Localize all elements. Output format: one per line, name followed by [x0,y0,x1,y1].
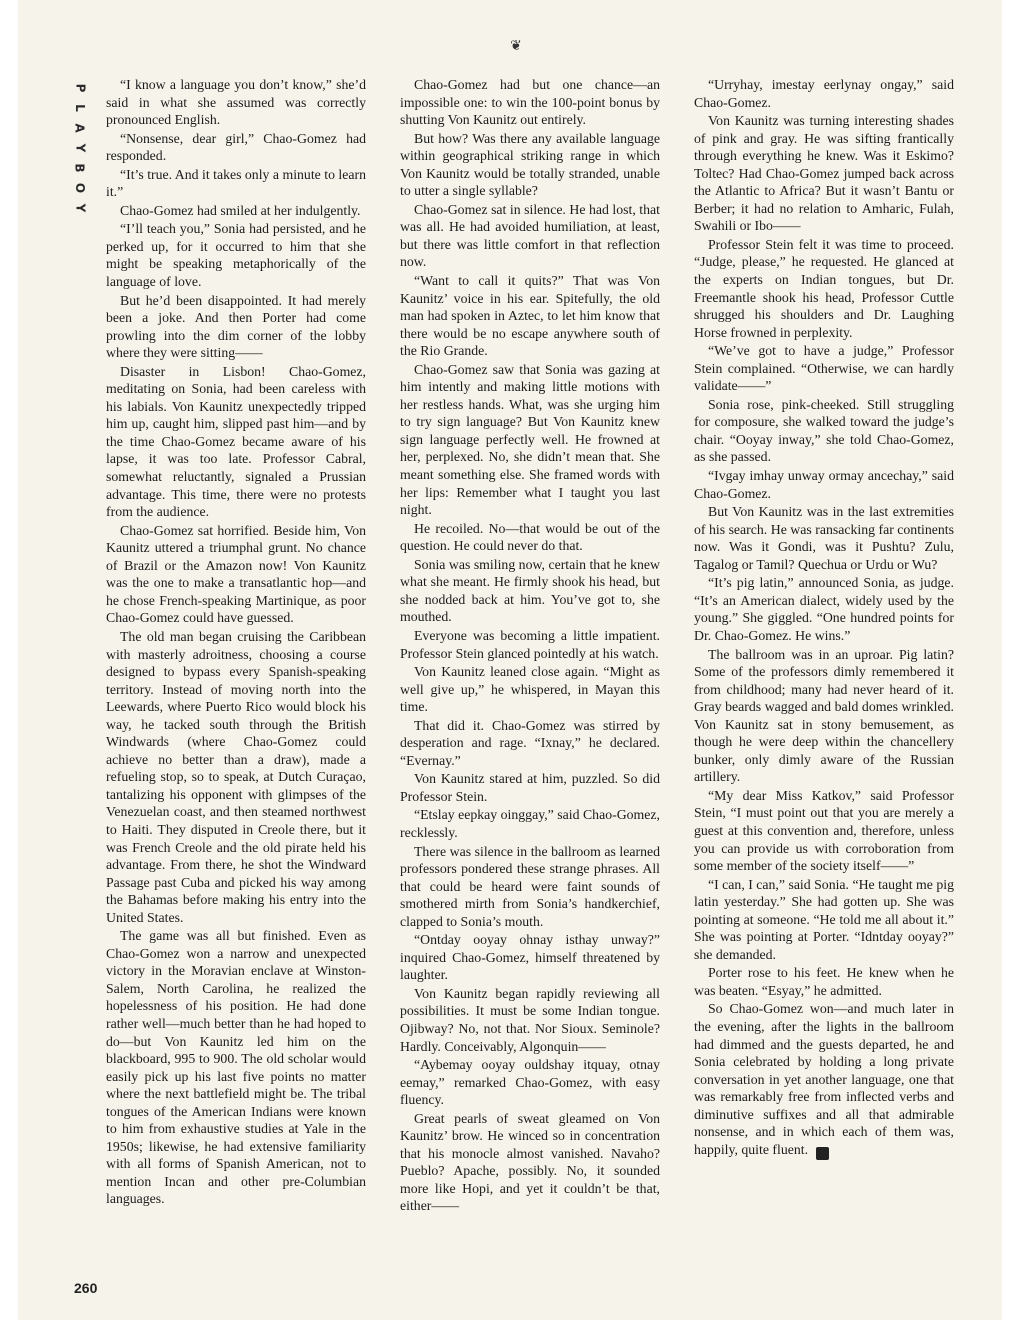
paragraph: Great pearls of sweat gleamed on Von Kaunitz’ brow. He winced so in concentration that his monocle almost vanished. Navaho? Pueblo? Apache, possibly. No, it sounded more like Hopi, and yet it couldn’t be that, either—— [400,1110,660,1214]
paragraph: That did it. Chao-Gomez was stirred by desperation and rage. “Ixnay,” he declared. “Evernay.” [400,717,660,768]
paragraph: “Ontday ooyay ohnay isthay unway?” inquired Chao-Gomez, himself threatened by laughter. [400,932,660,983]
paragraph: Chao-Gomez sat in silence. He had lost, that was all. He had avoided humiliation, at least, but there was little comfort in that reflection now. [400,201,660,270]
paragraph: “My dear Miss Katkov,” said Professor Stein, “I must point out that you are merely a guest at this convention and, therefore, unless you can provide us with corroboration from some member of the society itself——” [694,787,954,874]
paragraph: Von Kaunitz was turning interesting shades of pink and gray. He was sifting frantically through everything he knew. Was it Eskimo? Toltec? Had Chao-Gomez jumped back across the Atlantic to Africa? But it wasn’t Bantu or Berber; it had no relation to Amharic, Fulah, Swahili or Ibo—— [694,113,954,234]
paragraph: “Nonsense, dear girl,” Chao-Gomez had responded. [106,130,366,164]
paragraph: Von Kaunitz leaned close again. “Might as well give up,” he whispered, in Mayan this time. [400,664,660,715]
paragraph: Disaster in Lisbon! Chao-Gomez, meditating on Sonia, had been careless with his labials. Von Kaunitz unexpectedly tripped him up, caught him, slipped past him—and by the time Chao-Gomez became aware of his lapse, it was too late. Professor Cabral, somewhat reluctantly, signaled a Prussian advantage. This time, there were no protests from the audience. [106,363,366,520]
title-letter: O [72,182,87,194]
paragraph: There was silence in the ballroom as learned professors pondered these strange phrases. All that could be heard were faint sounds of smothered mirth from Sonia’s handkerchief, clapped to Sonia’s mouth. [400,843,660,929]
paragraph: Porter rose to his feet. He knew when he was beaten. “Esyay,” he admitted. [694,965,954,998]
title-letter: Y [72,203,87,213]
paragraph: “It’s pig latin,” announced Sonia, as judge. “It’s an American dialect, widely used by the young.” She giggled. “One hundred points for Dr. Chao-Gomez. He wins.” [694,575,954,643]
paragraph: “I can, I can,” said Sonia. “He taught me pig latin yesterday.” She had gotten up. She was pointing at someone. “He told me all about it.” She was pointing at Porter. “Idntday ooyay?” she demanded. [694,876,954,962]
text-column-3 [694,76,954,1161]
paragraph: “I’ll teach you,” Sonia had persisted, and he perked up, for it occurred to him that she might be speaking metaphorically of the language of love. [106,221,366,290]
paragraph: Von Kaunitz began rapidly reviewing all possibilities. It must be some Indian tongue. Ojibway? No, not that. Nor Sioux. Seminole? Hardly. Conceivably, Algonquin—— [400,985,660,1054]
magazine-page [18,0,1002,1320]
title-letter: A [72,123,87,133]
paragraph: The old man began cruising the Caribbean with masterly adroitness, choosing a course designed to bypass every Spanish-speaking territory. Instead of moving north into the Leewards, where Puerto Rico would block his way, he tacked south through the British Windwards (where Chao-Gomez could achieve no better than a draw), made a refueling stop, so to speak, at Dutch Curaçao, tantalizing his opponent with glimpses of the Venezuelan coast, and then steamed northwest to Haiti. They disputed in Creole there, but it was French Creole and the old pirate held his advantage. From there, he shot the Windward Passage past Cuba and picked his way among the Bahamas before making his entry into the United States. [106,628,366,925]
paragraph: He recoiled. No—that would be out of the question. He could never do that. [400,520,660,554]
page-number: 260 [74,1280,98,1296]
paragraph: Chao-Gomez had smiled at her indulgently. [120,202,361,218]
title-letter: Y [72,143,87,153]
paragraph: Chao-Gomez sat horrified. Beside him, Von Kaunitz uttered a triumphal grunt. No chance of Brazil or the Amazon now! Von Kaunitz was the one to make a transatlantic hop—and he chose French-speaking Martinique, as poor Chao-Gomez could have guessed. [106,522,366,626]
title-letter: P [72,83,87,93]
title-letter: L [73,104,87,112]
paragraph: Sonia was smiling now, certain that he knew what she meant. He firmly shook his head, but she nodded back at him. You’ve got to, she mouthed. [400,556,660,625]
text-column-2 [400,76,660,1216]
paragraph: Chao-Gomez had but one chance—an impossible one: to win the 100-point bonus by shutting Von Kaunitz out entirely. [400,77,660,128]
ornament-icon: ❦ [510,39,522,54]
text-column-1 [106,76,366,1209]
paragraph: Sonia rose, pink-cheeked. Still struggling for composure, she walked toward the judge’s chair. “Ooyay inway,” she told Chao-Gomez, as she passed. [694,396,954,465]
end-mark-icon: P [816,1147,829,1160]
paragraph: “Want to call it quits?” That was Von Kaunitz’ voice in his ear. Spitefully, the old man had spoken in Aztec, to let him know that there would be no escape anywhere south of the Rio Grande. [400,273,660,359]
paragraph: The game was all but finished. Even as Chao-Gomez won a narrow and unexpected victory in the Moravian enclave at Winston-Salem, North Carolina, he realized the hopelessness of his position. He had done rather well—much better than he had hoped to do—but Von Kaunitz led him on the blackboard, 995 to 900. The old scholar would easily pick up his last five points no matter where the next battlefield might be. The tribal tongues of the American Indians were known to him from exhaustive studies at Yale in the 1950s; likewise, he had extensive familiarity with all forms of Spanish American, not to mention Incan and other pre-Columbian languages. [106,928,366,1207]
paragraph: “Etslay eepkay oinggay,” said Chao-Gomez, recklessly. [400,807,660,840]
paragraph: “Aybemay ooyay ouldshay itquay, otnay eemay,” remarked Chao-Gomez, with easy fluency. [400,1057,660,1108]
title-letter: B [73,163,87,173]
paragraph: Von Kaunitz stared at him, puzzled. So did Professor Stein. [400,771,660,804]
magazine-vertical-title [70,78,90,218]
paragraph: The ballroom was in an uproar. Pig latin? Some of the professors dimly remembered it from childhood; many had never heard of it. Gray beards wagged and bald domes wrinkled. Von Kaunitz sat in stony bemusement, as though he were deep within the chancellery bunker, only dimly aware of the Russian artillery. [694,646,954,785]
paragraph: “Urryhay, imestay eerlynay ongay,” said Chao-Gomez. [694,77,954,110]
paragraph: “It’s true. And it takes only a minute to learn it.” [106,166,366,200]
paragraph: But he’d been disappointed. It had merely been a joke. And then Porter had come prowling into the dim corner of the lobby where they were sitting—— [106,292,366,361]
paragraph: Chao-Gomez saw that Sonia was gazing at him intently and making little motions with her restless hands. What, was she urging him to try sign language? But Von Kaunitz knew sign language perfectly well. He frowned at her, perplexed. No, she didn’t mean that. She meant something else. She framed words with her lips: Remember what I taught you last night. [400,361,660,518]
paragraph: Professor Stein felt it was time to proceed. “Judge, please,” he requested. He glanced at the experts on Indian tongues, but Dr. Freemantle shook his head, Professor Cuttle shrugged his shoulders and Dr. Laughing Horse frowned in perplexity. [694,236,954,340]
paragraph: So Chao-Gomez won—and much later in the evening, after the lights in the ballroom had dimmed and the guests departed, he and Sonia celebrated by holding a long private conversation in yet another language, one that was remarkably free from inflected verbs and diminutive suffixes and all that admirable nonsense, and in which each of them was, happily, quite fluent. P [694,1001,954,1158]
paragraph: But how? Was there any available language within geographical striking range in which Von Kaunitz would be totally stranded, unable to utter a single syllable? [400,130,660,199]
paragraph: But Von Kaunitz was in the last extremities of his search. He was ransacking far continents now. Was it Gondi, was it Pushtu? Zulu, Tagalog or Tamil? Quechua or Urdu or Wu? [694,504,954,572]
paragraph: “We’ve got to have a judge,” Professor Stein complained. “Otherwise, we can hardly validate——” [694,343,954,394]
paragraph: Everyone was becoming a little impatient. Professor Stein glanced pointedly at his watch. [400,627,660,661]
paragraph: “I know a language you don’t know,” she’d said in what she assumed was correctly pronounced English. [106,77,366,128]
paragraph: “Ivgay imhay unway ormay ancechay,” said Chao-Gomez. [694,468,954,501]
